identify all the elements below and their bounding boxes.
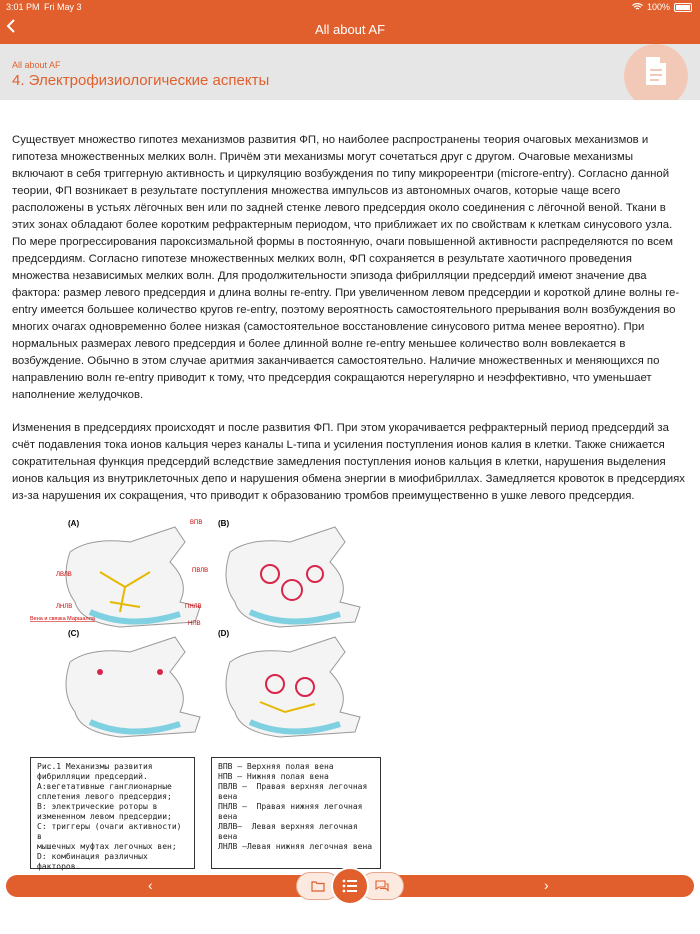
caption1-line: Рис.1 Механизмы развития (37, 762, 153, 771)
caption1-line: фибрилляции предсердий. (37, 772, 148, 781)
caption1-line: В: электрические роторы в (37, 802, 158, 811)
contents-list-button[interactable] (331, 867, 369, 905)
legend-line: вена (218, 832, 238, 841)
caption1-line: мышечных муфтах легочных вен; (37, 842, 177, 851)
paragraph-1: Существует множество гипотез механизмов развития ФП, но наиболее распространены теория очаговых механизмов и гипотеза множественных мелких волн. Причём эти механизмы могут сочетаться друг с другом. Очаговые механизмы включают в себя триггерную активность и циркуляцию возбуждения по типу микрореентри (microre-entry). Согласно данной теории, ФП возникает в результате поступления множества импульсов из автономных очагов, которые чаще всего расположены в устьях лёгочных вен или по задней стенке левого предсердия около соединения с лёгочной веной. Ткани в этих зонах обладают более коротким рефрактерным периодом, что приближает их по свойствам к клеткам синусового узла. По мере прогрессирования пароксизмальной формы в постоянную, очаги повышенной активности распределяются по всем предсердиям. Согласно гипотезе множественных мелких волн, ФП сохраняется в результате хаотичного проведения множества независимых мелких волн. Для продолжительности эпизода фибрилляции предсердий имеют значение два фактора: размер левого предсердия и длина волны re-entry. При увеличенном левом предсердии и короткой длине волны re-entry имеется большее количество кругов re-entry, поэтому вероятность самостоятельного прерывания волн возбуждения во многих очагах одновременно более низкая (самостоятельное восстановление синусового ритма менее вероятно). При нормальных размерах левого предсердия и более длинной волне re-entry меньшее количество волн вовлекается в возбуждение. Обычно в этом случае аритмия заканчивается самостоятельно. Наличие множественных и меняющихся по направлению волн re-entry приводит к тому, что предсердия сокращаются нерегулярно и неэффективно, что уменьшает наполнение желудочков. (12, 134, 680, 401)
list-icon (342, 878, 358, 894)
caption1-line: сплетения левого предсердия; (37, 792, 172, 801)
panel-label-a: (A) (68, 519, 80, 528)
legend-line: ЛВЛВ– Левая верхняя легочная (218, 822, 358, 831)
status-bar (0, 0, 700, 14)
status-time: 3:01 PM (6, 2, 40, 12)
panel-a (66, 527, 200, 627)
figure-caption-1 (30, 757, 195, 869)
next-page-button[interactable]: › (544, 877, 549, 893)
panel-label-d: (D) (218, 629, 230, 638)
label-vpv: ВПВ (190, 520, 203, 526)
wifi-icon (632, 3, 643, 11)
legend-line: ВПВ – Верхняя полая вена (218, 762, 334, 771)
caption1-line: D: комбинация различных (37, 852, 148, 861)
legend-line: ПНЛВ – Правая нижняя легочная (218, 802, 363, 811)
prev-page-button[interactable]: ‹ (148, 877, 153, 893)
document-icon (644, 56, 668, 86)
figure-caption-legend (211, 757, 381, 869)
nav-bar (0, 14, 700, 44)
label-npv: НПВ (188, 621, 201, 627)
chapter-header (0, 44, 700, 100)
legend-line: ЛНЛВ –Левая нижняя легочная вена (218, 842, 373, 851)
folder-icon (311, 880, 325, 892)
document-badge[interactable] (624, 44, 688, 100)
label-lvlv: ЛВЛВ (56, 572, 72, 578)
nav-title: All about AF (314, 22, 386, 37)
caption1-line: А:вегетативные ганглионарные (37, 782, 172, 791)
article-body (12, 132, 688, 521)
chat-icon (375, 880, 389, 892)
legend-line: вена (218, 792, 238, 801)
caption1-line: С: триггеры (очаги активности) в (37, 822, 182, 841)
af-mechanisms-figure (30, 512, 410, 750)
panel-d (226, 637, 360, 737)
caption1-line: измененном левом предсердии; (37, 812, 172, 821)
label-pvlv: ПВЛВ (192, 568, 209, 574)
legend-line: НПВ – Нижняя полая вена (218, 772, 329, 781)
status-date: Fri May 3 (44, 2, 82, 12)
label-lnlv: ЛНЛВ (56, 604, 73, 610)
label-pnlv: ПНЛВ (185, 604, 202, 610)
figure-drawing (30, 512, 410, 750)
panel-label-c: (C) (68, 629, 80, 638)
page-title: 4. Электрофизиологические аспекты (12, 72, 270, 89)
panel-b (226, 527, 360, 627)
panel-label-b: (B) (218, 519, 230, 528)
legend-line: ПВЛВ – Правая верхняя легочная (218, 782, 368, 791)
legend-line: вена (218, 812, 238, 821)
panel-c (66, 637, 200, 737)
paragraph-2: Изменения в предсердиях происходят и после развития ФП. При этом укорачивается рефрактерный период предсердий за счёт подавления тока ионов кальция через каналы L-типа и усиления поступления ионов калия в клетки. Также снижается сократительная функция предсердий вследствие замедления поступления ионов кальция в клетки, нарушения выделения ионов кальция из внутриклеточных депо и нарушения обмена энергии в миофибриллах. Замедляется кровоток в предсердиях из-за нарушения их сокращения, что приводит к образованию тромбов преимущественно в ушке левого предсердия. (12, 422, 685, 502)
battery-percent: 100% (646, 2, 670, 12)
status-right (632, 2, 692, 12)
caption1-line: факторов. (37, 862, 81, 871)
battery-icon (674, 3, 692, 12)
label-marshall: Вена и связка Маршалла (30, 616, 95, 622)
breadcrumb[interactable]: All about AF (12, 60, 61, 70)
